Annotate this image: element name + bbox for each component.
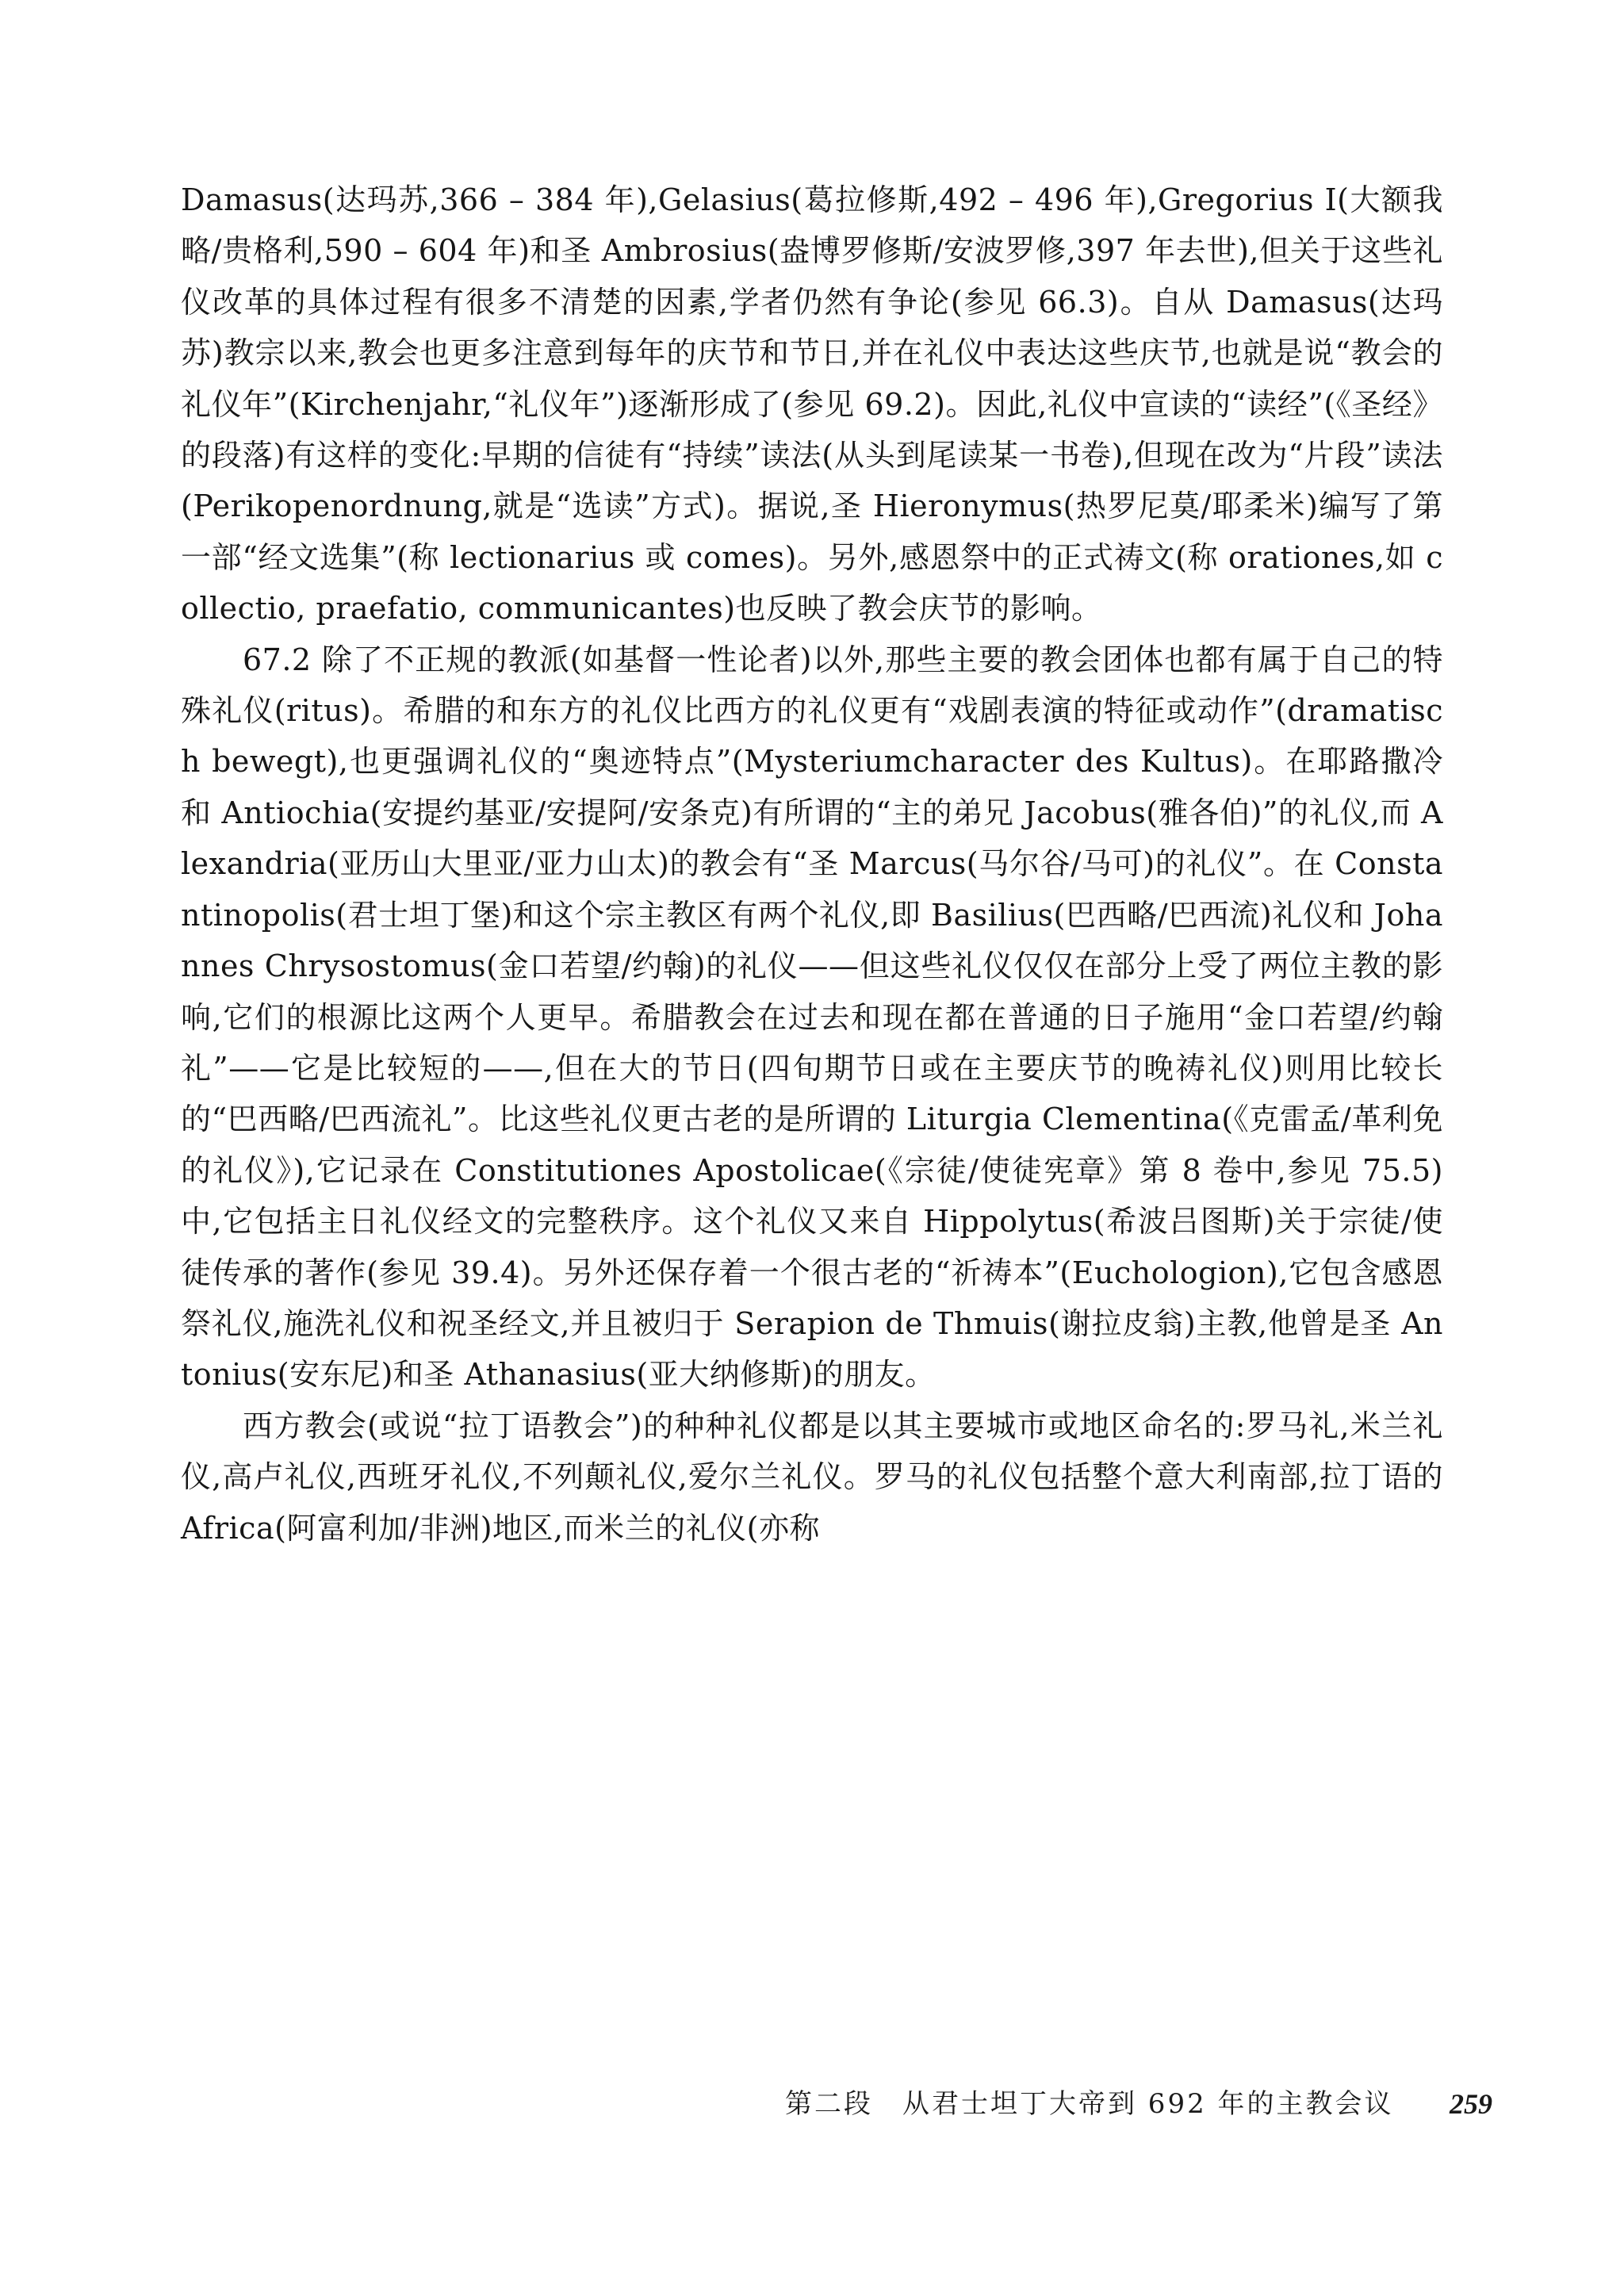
paragraph-liturgical-year: Damasus(达玛苏,366 – 384 年),Gelasius(葛拉修斯,492 – 496 年),Gregorius I(大额我略/贵格利,590 – 604 年)和圣 Ambrosius(盎博罗修斯/安波罗修,397 年去世),但关于这些礼仪改革的具体过程有很多不清楚的因素,学者仍然有争论(参见 66.3)。自从 Damasus(达玛苏)教宗以来,教会也更多注意到每年的庆节和节日,并在礼仪中表达这些庆节,也就是说“教会的礼仪年”(Kirchenjahr,“礼仪年”)逐渐形成了(参见 69.2)。因此,礼仪中宣读的“读经”(《圣经》的段落)有这样的变化:早期的信徒有“持续”读法(从头到尾读某一书卷),但现在改为“片段”读法(Perikopenordnung,就是“选读”方式)。据说,圣 Hieronymus(热罗尼莫/耶柔米)编写了第一部“经文选集”(称 lectionarius 或 comes)。另外,感恩祭中的正式祷文(称 orationes,如 collectio, praefatio, communicantes)也反映了教会庆节的影响。 [181, 182, 1443, 627]
running-head: 第二段 从君士坦丁大帝到 692 年的主教会议 [785, 2088, 1394, 2120]
body-text [181, 174, 1443, 1554]
paragraph-eastern-rites: 67.2 除了不正规的教派(如基督一性论者)以外,那些主要的教会团体也都有属于自己的特殊礼仪(ritus)。希腊的和东方的礼仪比西方的礼仪更有“戏剧表演的特征或动作”(dramatisch bewegt),也更强调礼仪的“奥迹特点”(Mysteriumcharacter des Kultus)。在耶路撒冷和 Antiochia(安提约基亚/安提阿/安条克)有所谓的“主的弟兄 Jacobus(雅各伯)”的礼仪,而 Alexandria(亚历山大里亚/亚力山太)的教会有“圣 Marcus(马尔谷/马可)的礼仪”。在 Constantinopolis(君士坦丁堡)和这个宗主教区有两个礼仪,即 Basilius(巴西略/巴西流)礼仪和 Johannes Chrysostomus(金口若望/约翰)的礼仪——但这些礼仪仅仅在部分上受了两位主教的影响,它们的根源比这两个人更早。希腊教会在过去和现在都在普通的日子施用“金口若望/约翰礼”——它是比较短的——,但在大的节日(四旬期节日或在主要庆节的晚祷礼仪)则用比较长的“巴西略/巴西流礼”。比这些礼仪更古老的是所谓的 Liturgia Clementina(《克雷孟/革利免的礼仪》),它记录在 Constitutiones Apostolicae(《宗徒/使徒宪章》第 8 卷中,参见 75.5)中,它包括主日礼仪经文的完整秩序。这个礼仪又来自 Hippolytus(希波吕图斯)关于宗徒/使徒传承的著作(参见 39.4)。另外还保存着一个很古老的“祈祷本”(Euchologion),它包含感恩祭礼仪,施洗礼仪和祝圣经文,并且被归于 Serapion de Thmuis(谢拉皮翁)主教,他曾是圣 Antonius(安东尼)和圣 Athanasius(亚大纳修斯)的朋友。 [181, 642, 1443, 1393]
page-number: 259 [1450, 2088, 1492, 2120]
paragraph-western-rites: 西方教会(或说“拉丁语教会”)的种种礼仪都是以其主要城市或地区命名的:罗马礼,米兰礼仪,高卢礼仪,西班牙礼仪,不列颠礼仪,爱尔兰礼仪。罗马的礼仪包括整个意大利南部,拉丁语的 Africa(阿富利加/非洲)地区,而米兰的礼仪(亦称 [181, 1408, 1443, 1546]
page-footer [785, 2080, 1499, 2128]
